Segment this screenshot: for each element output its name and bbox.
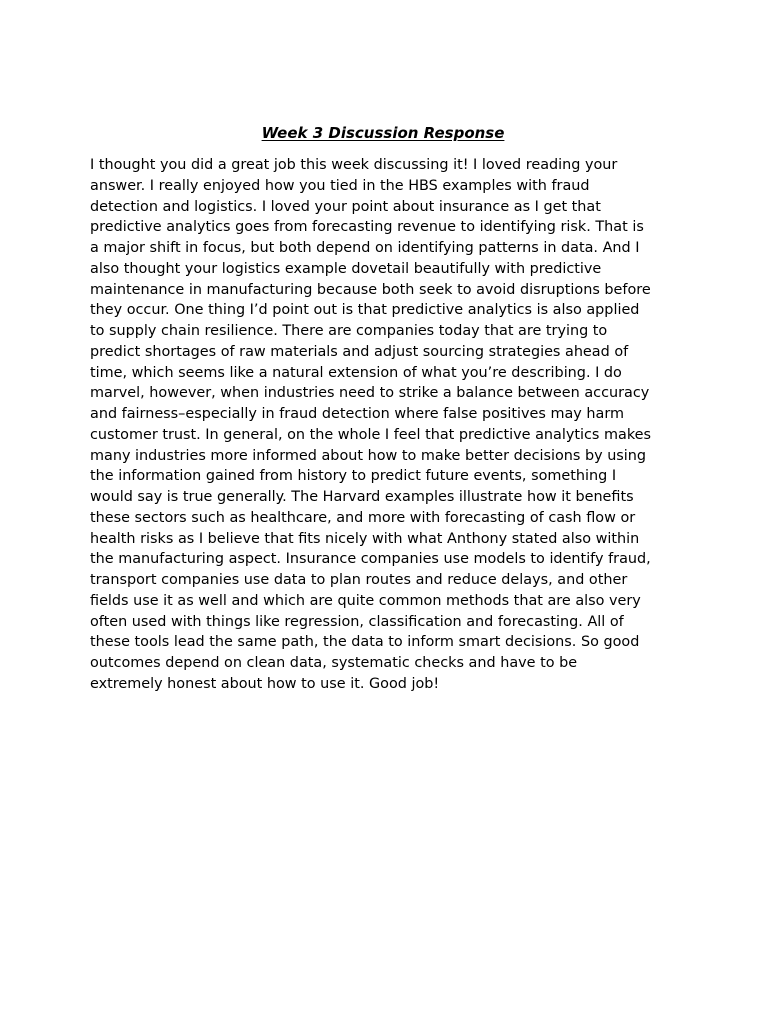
body-line: answer. I really enjoyed how you tied in the HBS examples with fraud (90, 177, 590, 194)
body-line: they occur. One thing I’d point out is that predictive analytics is also applied (90, 302, 640, 319)
body-line: predictive analytics goes from forecasting revenue to identifying risk. That is (90, 219, 644, 236)
body-line: these sectors such as healthcare, and more with forecasting of cash flow or (90, 509, 636, 526)
body-line: these tools lead the same path, the data to inform smart decisions. So good (90, 634, 640, 651)
document-title: Week 3 Discussion Response (261, 124, 505, 142)
body-line: the information gained from history to predict future events, something I (90, 468, 617, 485)
body-line: marvel, however, when industries need to strike a balance between accuracy (90, 385, 650, 402)
body-line: customer trust. In general, on the whole I feel that predictive analytics makes (90, 426, 651, 443)
body-line: time, which seems like a natural extension of what you’re describing. I do (90, 364, 622, 381)
document-body (90, 155, 690, 695)
body-line: would say is true generally. The Harvard examples illustrate how it benefits (90, 489, 634, 505)
body-line: often used with things like regression, classification and forecasting. All of (90, 613, 624, 630)
body-line: maintenance in manufacturing because both seek to avoid disruptions before (90, 281, 651, 298)
body-line: I thought you did a great job this week discussing it! I loved reading your (90, 157, 618, 173)
body-line: transport companies use data to plan routes and reduce delays, and other (90, 572, 628, 588)
body-line: health risks as I believe that fits nicely with what Anthony stated also within (90, 530, 640, 547)
body-line: many industries more informed about how to make better decisions by using (90, 447, 647, 464)
body-line: fields use it as well and which are quite common methods that are also very (90, 592, 641, 609)
body-line: outcomes depend on clean data, systematic checks and have to be (90, 655, 578, 671)
body-line: detection and logistics. I loved your point about insurance as I get that (90, 198, 601, 215)
body-line: extremely honest about how to use it. Good job! (90, 675, 440, 692)
body-line: to supply chain resilience. There are companies today that are trying to (90, 323, 608, 339)
body-line: predict shortages of raw materials and adjust sourcing strategies ahead of (90, 343, 629, 360)
body-line: a major shift in focus, but both depend on identifying patterns in data. And I (90, 240, 640, 256)
body-line: also thought your logistics example dovetail beautifully with predictive (90, 260, 602, 277)
body-line: the manufacturing aspect. Insurance companies use models to identify fraud, (90, 551, 651, 568)
body-line: and fairness–especially in fraud detection where false positives may harm (90, 406, 625, 422)
